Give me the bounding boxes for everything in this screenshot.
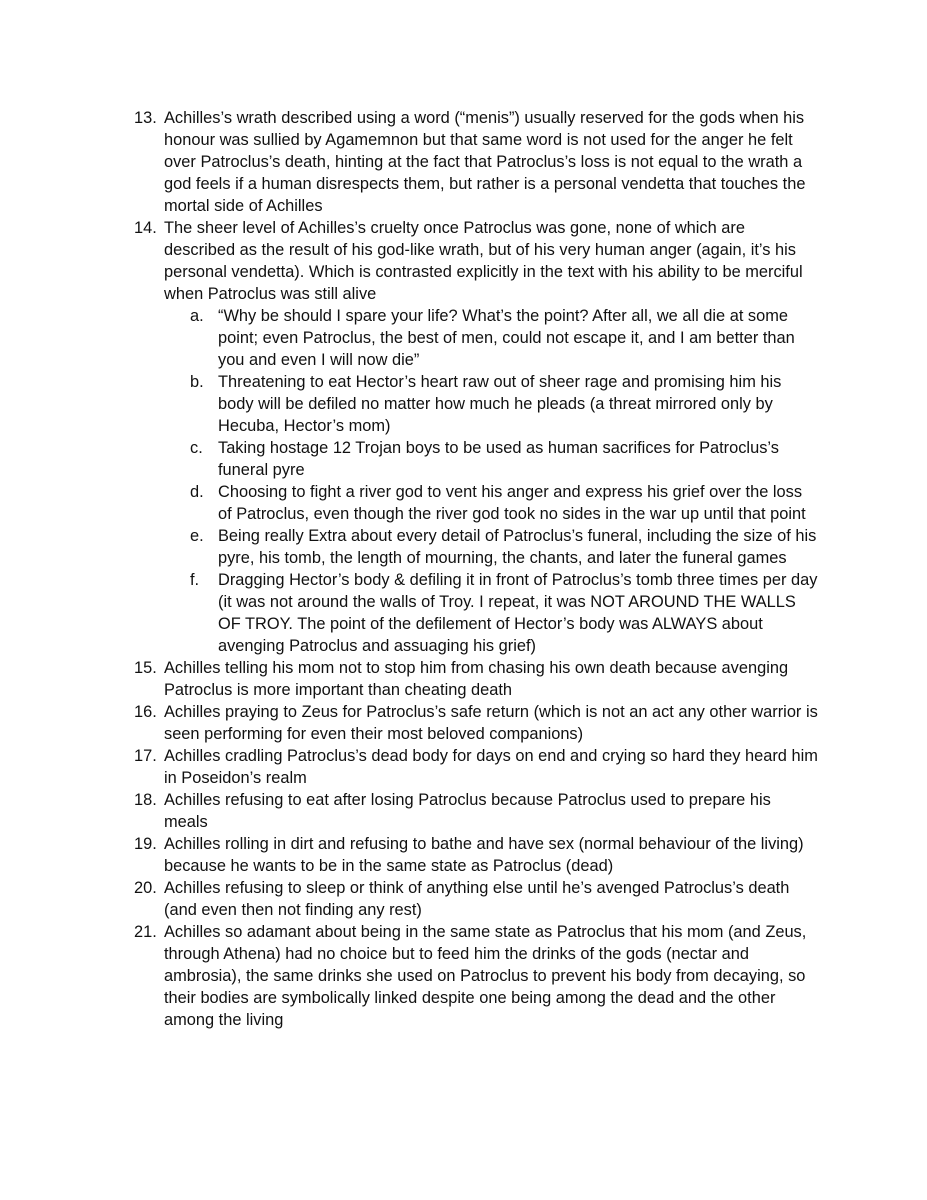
list-item-number: 15. (134, 659, 157, 677)
list-item (0, 217, 819, 305)
sub-list-item-letter: e. (190, 527, 204, 545)
list-item (0, 921, 819, 1031)
sub-list-item (0, 481, 818, 525)
list-item-number: 17. (134, 747, 157, 765)
list-item-text: Achilles rolling in dirt and refusing to bathe and have sex (normal behaviour of the living) because he wants to be in the same state as Patroclus (dead) (164, 835, 804, 875)
sub-list-item-text: Choosing to fight a river god to vent his anger and express his grief over the loss of Patroclus, even though the river god took no sides in the war up until that point (218, 483, 806, 523)
list-item (0, 701, 819, 745)
sub-list-item-text: “Why be should I spare your life? What’s the point? After all, we all die at some point; even Patroclus, the best of men, could not escape it, and I am better than you and even I will now die” (218, 307, 795, 369)
sub-list-item-text: Threatening to eat Hector’s heart raw out of sheer rage and promising him his body will be defiled no matter how much he pleads (a threat mirrored only by Hecuba, Hector’s mom) (218, 373, 782, 435)
list-item (0, 789, 819, 833)
list-item (0, 107, 819, 217)
sub-list-item-letter: d. (190, 483, 204, 501)
sub-list-item-letter: b. (190, 373, 204, 391)
list-item-text: Achilles telling his mom not to stop him from chasing his own death because avenging Patroclus is more important than cheating death (164, 659, 789, 699)
sub-list-item (0, 525, 818, 569)
list-item-number: 16. (134, 703, 157, 721)
list-item-text: Achilles praying to Zeus for Patroclus’s safe return (which is not an act any other warrior is seen performing for even their most beloved companions) (164, 703, 818, 743)
list-item-text: Achilles so adamant about being in the same state as Patroclus that his mom (and Zeus, through Athena) had no choice but to feed him the drinks of the gods (nectar and ambrosia), the same drinks she used on Patroclus to prevent his body from decaying, so their bodies are symbolically linked despite one being among the dead and the other among the living (164, 923, 807, 1029)
sub-list-item-text: Taking hostage 12 Trojan boys to be used as human sacrifices for Patroclus’s funeral pyre (218, 439, 779, 479)
sub-list-item-letter: f. (190, 571, 200, 589)
sub-list-item (0, 569, 818, 657)
list-item-text: The sheer level of Achilles’s cruelty once Patroclus was gone, none of which are described as the result of his god-like wrath, but of his very human anger (again, it’s his personal vendetta). Which is contrasted explicitly in the text with his ability to be merciful when Patroclus was still alive (164, 219, 803, 303)
sub-list-item-letter: c. (190, 439, 203, 457)
sub-list-item (0, 305, 818, 371)
list-item-text: Achilles refusing to eat after losing Patroclus because Patroclus used to prepare his meals (164, 791, 771, 831)
list-item-number: 19. (134, 835, 157, 853)
document-page (0, 107, 927, 1031)
list-item (0, 877, 819, 921)
list-item-number: 21. (134, 923, 157, 941)
list-item-text: Achilles refusing to sleep or think of anything else until he’s avenged Patroclus’s death (and even then not finding any rest) (164, 879, 790, 919)
sub-list-item-letter: a. (190, 307, 204, 325)
list-item (0, 833, 819, 877)
sub-list-item (0, 437, 818, 481)
sub-list-item (0, 371, 818, 437)
list-item-text: Achilles’s wrath described using a word (“menis”) usually reserved for the gods when his honour was sullied by Agamemnon but that same word is not used for the anger he felt over Patroclus’s death, hinting at the fact that Patroclus’s loss is not equal to the wrath a god feels if a human disrespects them, but rather is a personal vendetta that touches the mortal side of Achilles (164, 109, 806, 215)
list-item-number: 13. (134, 109, 157, 127)
list-item (0, 657, 819, 701)
list-item (0, 745, 819, 789)
list-item-number: 14. (134, 219, 157, 237)
list-item-number: 20. (134, 879, 157, 897)
list-item-text: Achilles cradling Patroclus’s dead body for days on end and crying so hard they heard him in Poseidon’s realm (164, 747, 818, 787)
sub-list-item-text: Dragging Hector’s body & defiling it in front of Patroclus’s tomb three times per day (it was not around the walls of Troy. I repeat, it was NOT AROUND THE WALLS OF TROY. The point of the defilement of Hector’s body was ALWAYS about avenging Patroclus and assuaging his grief) (218, 571, 818, 655)
sub-list-item-text: Being really Extra about every detail of Patroclus’s funeral, including the size of his pyre, his tomb, the length of mourning, the chants, and later the funeral games (218, 527, 817, 567)
list-item-number: 18. (134, 791, 157, 809)
